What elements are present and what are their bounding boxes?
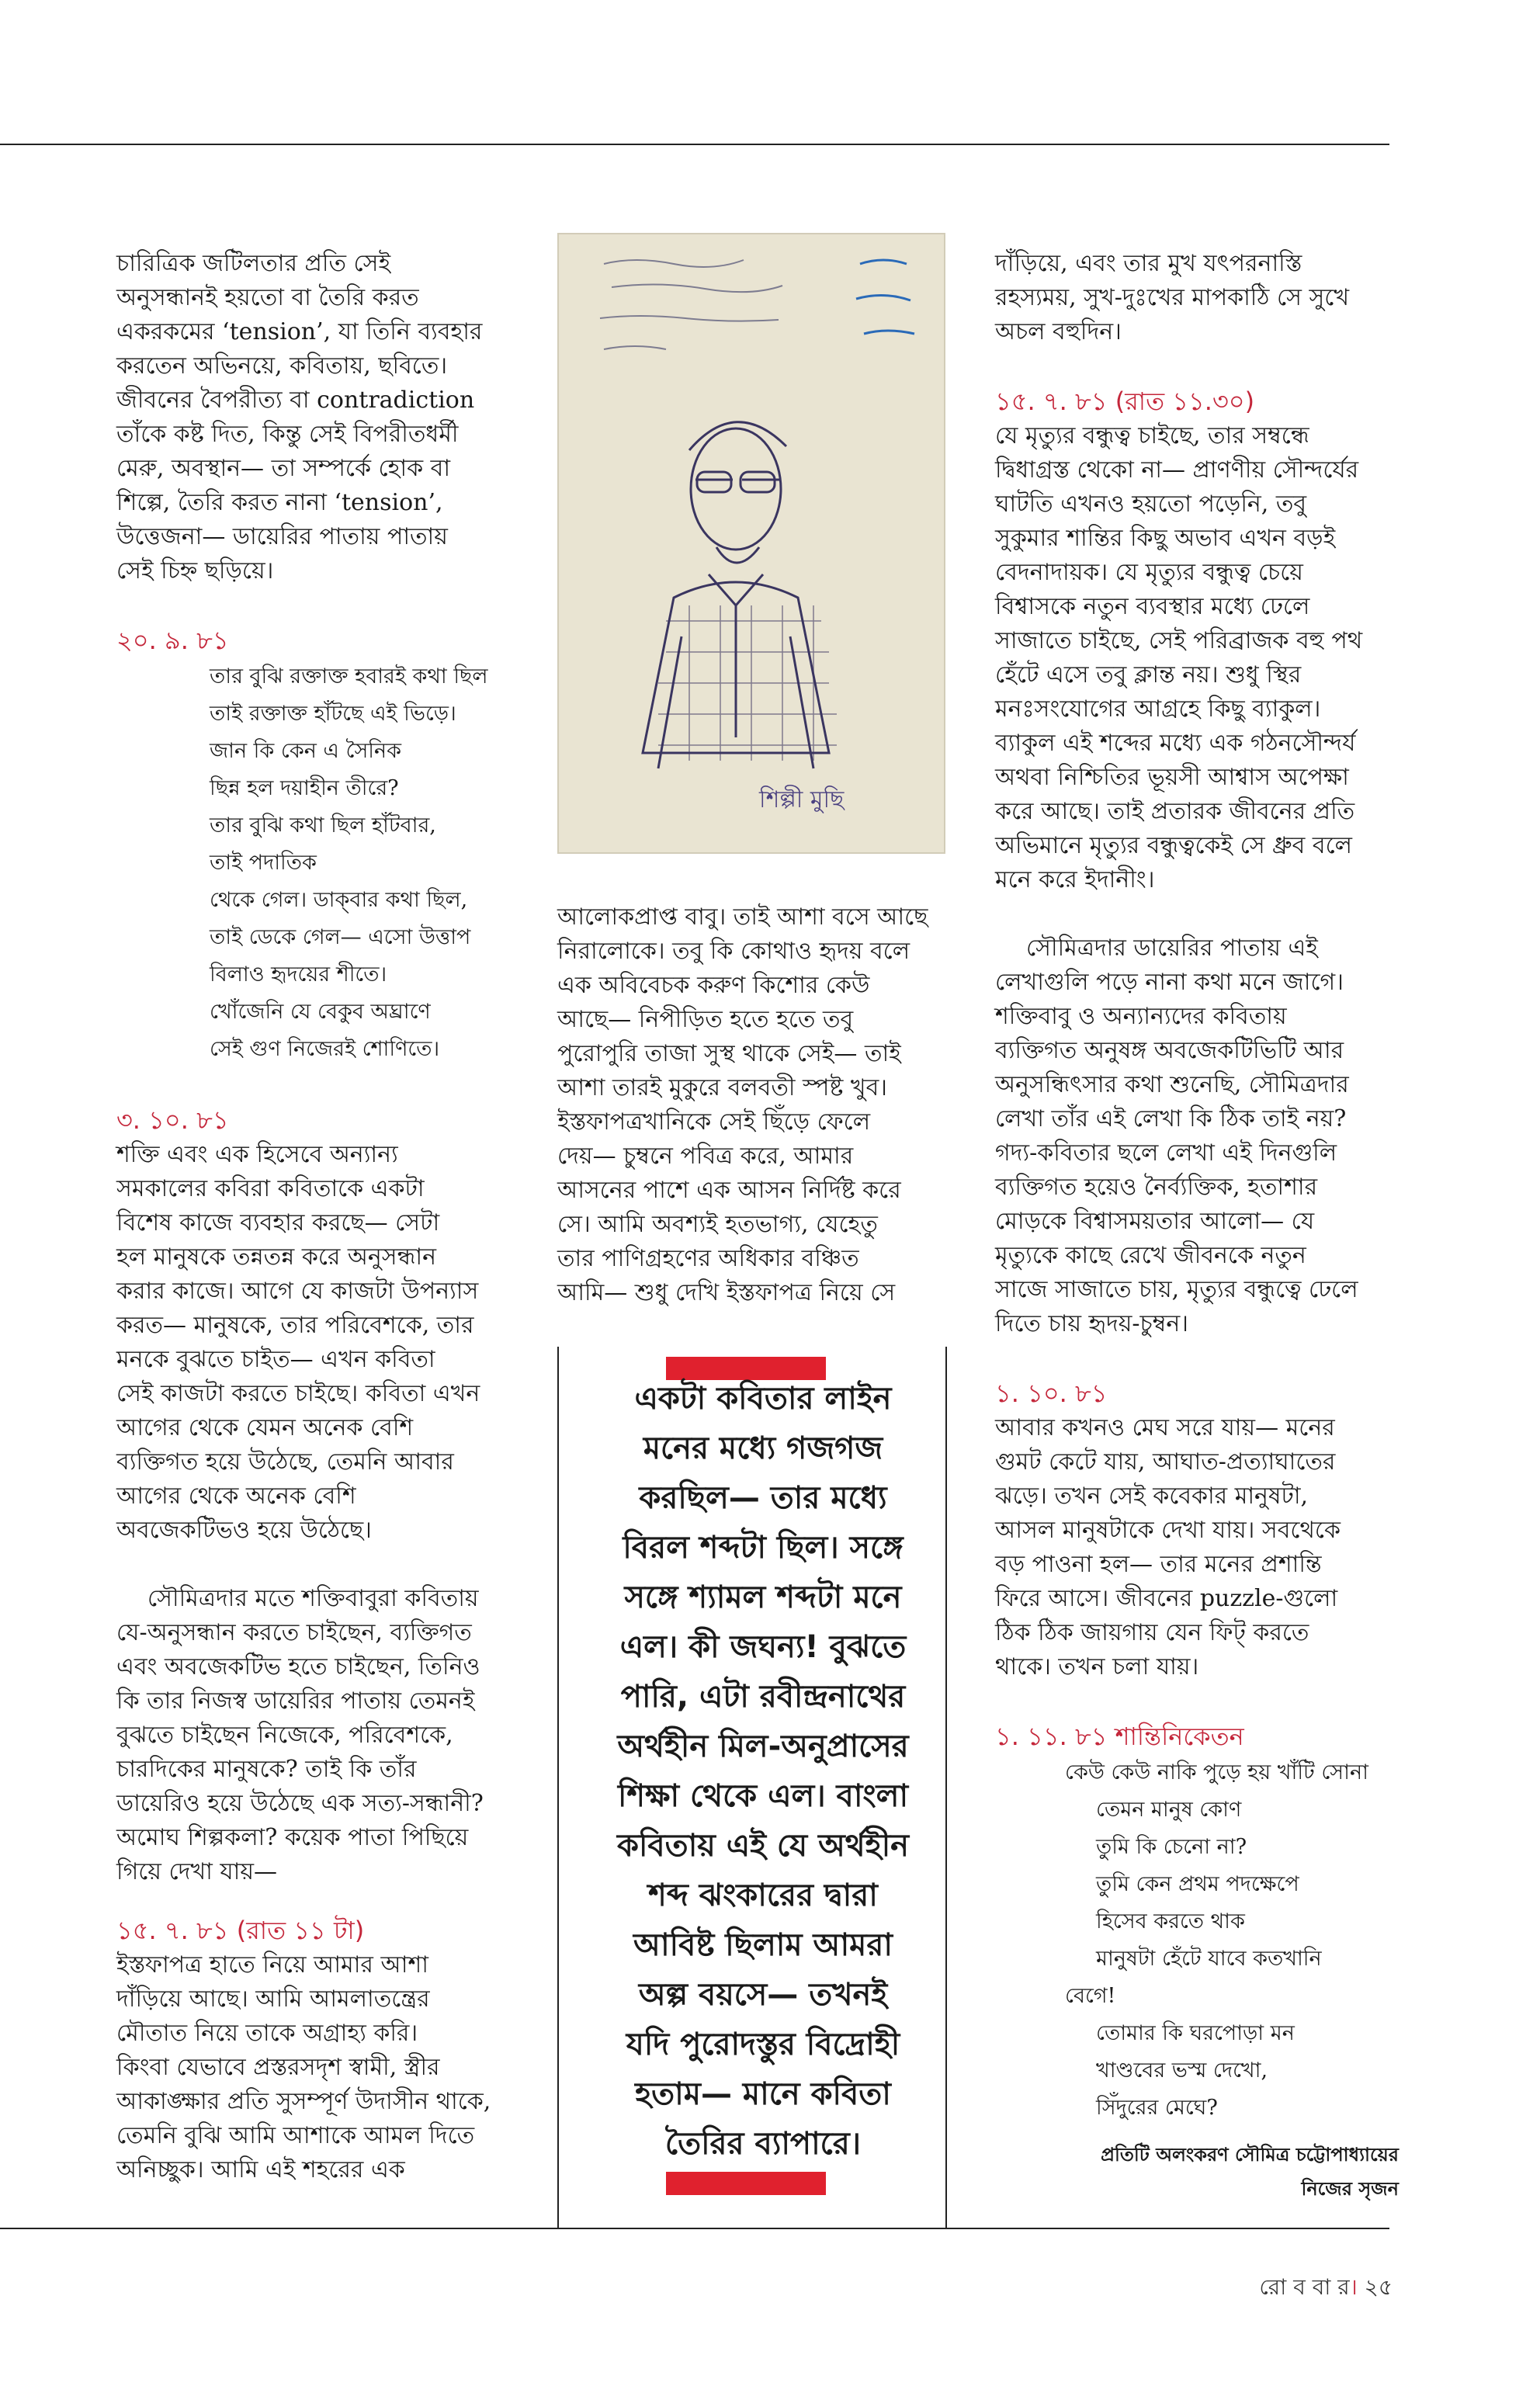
text-line: মোড়কে বিশ্বাসময়তার আলো— যে <box>995 1208 1315 1235</box>
paragraph-4 <box>116 1948 520 2187</box>
text-line: আকাঙ্ক্ষার প্রতি সুসম্পূর্ণ উদাসীন থাকে, <box>116 2088 491 2115</box>
text-line: অচল বহুদিন। <box>995 318 1122 345</box>
text-line: আলোকপ্রাপ্ত বাবু। তাই আশা বসে আছে <box>557 903 928 931</box>
text-line: চারিত্রিক জটিলতার প্রতি সেই <box>116 250 391 277</box>
paragraph-1 <box>995 247 1399 349</box>
text-line: করছিল— তার মধ্যে <box>639 1480 887 1516</box>
text-line: গুমট কেটে যায়, আঘাত-প্রত্যাঘাতের <box>995 1448 1336 1476</box>
text-line: অল্প বয়সে— তখনই <box>638 1977 888 2013</box>
date-heading: ১৫. ৭. ৮১ (রাত ১১ টা) <box>116 1916 365 1945</box>
text-line: ব্যক্তিগত হয়েও নৈর্ব্যক্তিক, হতাশার <box>995 1174 1318 1201</box>
text-line: তার বুঝি কথা ছিল হাঁটবার, <box>210 813 436 838</box>
text-line: একরকমের ‘tension’, যা তিনি ব্যবহার <box>116 318 483 345</box>
text-line: ঝড়ে। তখন সেই কবেকার মানুষটা, <box>995 1483 1309 1510</box>
text-line: কবিতায় এই যে অর্থহীন <box>616 1828 910 1864</box>
text-line: বিশেষ কাজে ব্যবহার করছে— সেটা <box>116 1209 440 1236</box>
text-line: আসনের পাশে এক আসন নির্দিষ্ট করে <box>557 1177 901 1204</box>
text-line: যে-অনুসন্ধান করতে চাইছেন, ব্যক্তিগত <box>116 1619 472 1646</box>
date-heading: ১৫. ৭. ৮১ (রাত ১১.৩০) <box>995 387 1255 416</box>
text-line: বুঝতে চাইছেন নিজেকে, পরিবেশকে, <box>116 1722 453 1749</box>
text-line: এল। কী জঘন্য! বুঝতে <box>619 1629 907 1665</box>
page-folio <box>1259 2270 1393 2307</box>
text-line: অথবা নিশ্চিতির ভূয়সী আশ্বাস অপেক্ষা <box>995 764 1349 791</box>
date-heading: ৩. ১০. ৮১ <box>116 1105 229 1135</box>
text-line: সাজাতে চাইছে, সেই পরিব্রাজক বহু পথ <box>995 627 1363 654</box>
text-line: তেমন মানুষ কোণ <box>1096 1798 1242 1822</box>
text-line: প্রতিটি অলংকরণ সৌমিত্র চট্টোপাধ্যায়ের <box>1101 2144 1399 2166</box>
magazine-name: রো ব বা র <box>1259 2274 1350 2300</box>
text-line: নিজের সৃজন <box>1301 2178 1399 2200</box>
paragraph-1 <box>116 247 520 588</box>
text-line: মৌতাত নিয়ে তাকে অগ্রাহ্য করি। <box>116 2020 418 2047</box>
poem-1 <box>116 658 520 1068</box>
text-line: অনুসন্ধিৎসার কথা শুনেছি, সৌমিত্রদার <box>995 1071 1349 1098</box>
text-line: মনকে বুঝতে চাইত— এখন কবিতা <box>116 1346 435 1373</box>
text-line: বিরল শব্দটা ছিল। সঙ্গে <box>623 1530 904 1566</box>
text-line: চারদিকের মানুষকে? তাই কি তাঁর <box>116 1756 417 1783</box>
text-line: আছে— নিপীড়িত হতে হতে তবু <box>557 1006 854 1033</box>
text-line: থাকে। তখন চলা যায়। <box>995 1653 1199 1680</box>
text-line: হিসেব করতে থাক <box>1096 1909 1245 1933</box>
text-line: দ্বিধাগ্রস্ত থেকো না— প্রাণণীয় সৌন্দর্যের <box>995 456 1359 484</box>
text-line: মনের মধ্যে গজগজ <box>643 1431 883 1466</box>
text-line: আসল মানুষটাকে দেখা যায়। সবথেকে <box>995 1517 1341 1544</box>
poem-1 <box>995 1754 1399 2127</box>
text-line: তুমি কেন প্রথম পদক্ষেপে <box>1096 1872 1299 1896</box>
text-line: সেই গুণ নিজেরই শোণিতে। <box>210 1037 440 1061</box>
text-line: সৌমিত্রদার মতে শক্তিবাবুরা কবিতায় <box>147 1585 479 1612</box>
text-line: আমি— শুধু দেখি ইস্তফাপত্র নিয়ে সে <box>557 1279 896 1306</box>
text-line: খোঁজেনি যে বেকুব অঘ্রাণে <box>210 1000 431 1024</box>
paragraph-3 <box>116 1582 520 1889</box>
text-line: লেখাগুলি পড়ে নানা কথা মনে জাগে। <box>995 969 1344 996</box>
text-line: যে মৃত্যুর বন্ধুত্ব চাইছে, তার সম্বন্ধে <box>995 422 1309 449</box>
text-line: সাজে সাজাতে চায়, মৃত্যুর বন্ধুত্বে ঢেলে <box>995 1276 1358 1303</box>
paragraph-4 <box>995 1411 1399 1684</box>
text-line: ব্যাকুল এই শব্দের মধ্যে এক গঠনসৌন্দর্য <box>995 730 1356 757</box>
text-line: এবং অবজেকটিভ হতে চাইছেন, তিনিও <box>116 1653 480 1680</box>
text-line: অবজেকটিভও হয়ে উঠেছে। <box>116 1517 372 1544</box>
text-line: মৃত্যুকে কাছে রেখে জীবনকে নতুন <box>995 1242 1306 1269</box>
text-line: তেমনি বুঝি আমি আশাকে আমল দিতে <box>116 2122 475 2149</box>
pullquote <box>581 1374 945 2169</box>
page-number: ২৫ <box>1364 2274 1393 2300</box>
text-line: উত্তেজনা— ডায়েরির পাতায় পাতায় <box>116 523 448 550</box>
text-line: শব্দ ঝংকারের দ্বারা <box>648 1878 878 1913</box>
bottom-rule <box>0 2228 1389 2229</box>
text-line: দিতে চায় হৃদয়-চুম্বন। <box>995 1310 1189 1337</box>
text-line: জীবনের বৈপরীত্য বা contradiction <box>116 387 475 414</box>
text-line: বেগে! <box>1065 1984 1116 2008</box>
text-line: সুকুমার শান্তির কিছু অভাব এখন বড়ই <box>995 525 1336 552</box>
text-line: ছিন্ন হল দয়াহীন তীরে? <box>210 776 399 800</box>
text-line: রহস্যময়, সুখ-দুঃখের মাপকাঠি সে সুখে <box>995 284 1350 311</box>
text-line: তৈরির ব্যাপারে। <box>664 2126 862 2162</box>
text-line: পুরোপুরি তাজা সুস্থ থাকে সেই— তাই <box>557 1040 901 1067</box>
text-line: মানুষটা হেঁটে যাবে কতখানি <box>1096 1947 1322 1971</box>
text-line: অনুসন্ধানই হয়তো বা তৈরি করত <box>116 284 419 311</box>
column-3 <box>995 247 1399 2206</box>
sketch-illustration <box>557 233 945 854</box>
text-line: করতেন অভিনয়ে, কবিতায়, ছবিতে। <box>116 352 448 380</box>
text-line: দাঁড়িয়ে আছে। আমি আমলাতন্ত্রের <box>116 1985 430 2013</box>
text-line: কিংবা যেভাবে প্রস্তরসদৃশ স্বামী, স্ত্রীর <box>116 2054 440 2081</box>
text-line: একটা কবিতার লাইন <box>634 1381 892 1417</box>
text-line: তুমি কি চেনো না? <box>1096 1835 1247 1859</box>
text-line: অমোঘ শিল্পকলা? কয়েক পাতা পিছিয়ে <box>116 1824 469 1851</box>
text-line: নিরালোকে। তবু কি কোথাও হৃদয় বলে <box>557 938 910 965</box>
text-line: তার বুঝি রক্তাক্ত হবারই কথা ছিল <box>210 664 488 688</box>
text-line: শক্তি এবং এক হিসেবে অন্যান্য <box>116 1141 398 1168</box>
text-line: শক্তিবাবু ও অন্যান্যদের কবিতায় <box>995 1003 1287 1030</box>
text-line: ব্যক্তিগত হয়ে উঠেছে, তেমনি আবার <box>116 1448 454 1476</box>
text-line: ইস্তফাপত্র হাতে নিয়ে আমার আশা <box>116 1951 428 1979</box>
text-line: আবার কখনও মেঘ সরে যায়— মনের <box>995 1414 1335 1441</box>
text-line: খাণ্ডবের ভস্ম দেখো, <box>1096 2058 1268 2083</box>
text-line: থেকে গেল। ডাক্‌বার কথা ছিল, <box>210 888 468 912</box>
text-line: করত— মানুষকে, তার পরিবেশকে, তার <box>116 1312 474 1339</box>
text-line: গিয়ে দেখা যায়— <box>116 1858 278 1885</box>
text-line: সিঁদুরের মেঘে? <box>1096 2096 1218 2120</box>
text-line: কি তার নিজস্ব ডায়েরির পাতায় তেমনই <box>116 1687 475 1715</box>
text-line: হেঁটে এসে তবু ক্লান্ত নয়। শুধু স্থির <box>995 661 1302 688</box>
pullquote-bottom-bar <box>666 2172 826 2195</box>
text-line: শিল্পে, তৈরি করত নানা ‘tension’, <box>116 489 443 516</box>
text-line: হতাম— মানে কবিতা <box>635 2076 891 2112</box>
text-line: আবিষ্ট ছিলাম আমরা <box>633 1927 893 1963</box>
text-line: অভিমানে মৃত্যুর বন্ধুত্বকেই সে ধ্রুব বলে <box>995 832 1352 859</box>
date-heading: ২০. ৯. ৮১ <box>116 626 229 655</box>
text-line: শিক্ষা থেকে এল। বাংলা <box>617 1778 909 1814</box>
text-line: আশা তারই মুকুরে বলবতী স্পষ্ট খুব। <box>557 1074 888 1101</box>
text-line: এক অবিবেচক করুণ কিশোর কেউ <box>557 972 870 999</box>
text-line: তাই ডেকে গেল— এসো উত্তাপ <box>210 925 471 949</box>
text-line: ঘাটতি এখনও হয়তো পড়েনি, তবু <box>995 491 1307 518</box>
date-heading: ১. ১০. ৮১ <box>995 1379 1108 1408</box>
text-line: তোমার কি ঘরপোড়া মন <box>1096 2021 1295 2045</box>
paragraph-2 <box>116 1138 520 1548</box>
text-line: সৌমিত্রদার ডায়েরির পাতায় এই <box>1026 935 1318 962</box>
text-line: সেই চিহ্ন ছড়িয়ে। <box>116 557 274 584</box>
text-line: দাঁড়িয়ে, এবং তার মুখ যৎপরনাস্তি <box>995 250 1302 277</box>
text-line: কেউ কেউ নাকি পুড়ে হয় খাঁটি সোনা <box>1065 1760 1368 1784</box>
text-line: জান কি কেন এ সৈনিক <box>210 739 402 763</box>
folio-separator: । <box>1349 2274 1358 2300</box>
column-1 <box>116 247 520 2187</box>
text-line: করে আছে। তাই প্রতারক জীবনের প্রতি <box>995 798 1355 825</box>
text-line: ডায়েরিও হয়ে উঠেছে এক সত্য-সন্ধানী? <box>116 1790 484 1817</box>
text-line: সঙ্গে শ্যামল শব্দটা মনে <box>624 1580 902 1615</box>
sketch-signature: শিল্পী মুছি <box>759 786 845 813</box>
paragraph-1 <box>557 900 945 1310</box>
text-line: মনে করে ইদানীং। <box>995 866 1155 893</box>
paragraph-3 <box>995 931 1399 1341</box>
text-line: আগের থেকে যেমন অনেক বেশি <box>116 1414 414 1441</box>
text-line: গদ্য-কবিতার ছলে লেখা এই দিনগুলি <box>995 1139 1337 1167</box>
text-line: যদি পুরোদস্তুর বিদ্রোহী <box>626 2027 900 2062</box>
text-line: অনিচ্ছুক। আমি এই শহরের এক <box>116 2156 405 2183</box>
illustration-credit <box>995 2138 1399 2206</box>
text-line: তাঁকে কষ্ট দিত, কিন্তু সেই বিপরীতধর্মী <box>116 421 459 448</box>
text-line: তাই পদাতিক <box>210 851 317 875</box>
text-line: সেই কাজটা করতে চাইছে। কবিতা এখন <box>116 1380 480 1407</box>
pullquote-left-rule <box>557 1347 559 2228</box>
text-line: ইস্তফাপত্রখানিকে সেই ছিঁড়ে ফেলে <box>557 1108 871 1136</box>
text-line: হল মানুষকে তন্নতন্ন করে অনুসন্ধান <box>116 1243 436 1271</box>
text-line: তাই রক্তাক্ত হাঁটছে এই ভিড়ে। <box>210 702 456 726</box>
text-line: তার পাণিগ্রহণের অধিকার বঞ্চিত <box>557 1245 859 1272</box>
text-line: সমকালের কবিরা কবিতাকে একটা <box>116 1175 425 1202</box>
paragraph-2 <box>995 419 1399 897</box>
text-line: দেয়— চুম্বনে পবিত্র করে, আমার <box>557 1143 854 1170</box>
top-rule <box>0 144 1389 145</box>
text-line: মেরু, অবস্থান— তা সম্পর্কে হোক বা <box>116 455 451 482</box>
text-line: ফিরে আসে। জীবনের puzzle-গুলো <box>995 1585 1338 1612</box>
text-line: বড় পাওনা হল— তার মনের প্রশান্তি <box>995 1551 1322 1578</box>
text-line: আগের থেকে অনেক বেশি <box>116 1483 356 1510</box>
text-line: বিশ্বাসকে নতুন ব্যবস্থার মধ্যে ঢেলে <box>995 593 1310 620</box>
text-line: বেদনাদায়ক। যে মৃত্যুর বন্ধুত্ব চেয়ে <box>995 559 1303 586</box>
pullquote-right-rule <box>945 1347 947 2228</box>
text-line: ব্যক্তিগত অনুষঙ্গ অবজেকটিভিটি আর <box>995 1037 1344 1064</box>
text-line: লেখা তাঁর এই লেখা কি ঠিক তাই নয়? <box>995 1105 1347 1132</box>
column-2 <box>557 900 945 1310</box>
text-line: অর্থহীন মিল-অনুপ্রাসের <box>617 1729 909 1764</box>
text-line: বিলাও হৃদয়ের শীতে। <box>210 962 387 987</box>
text-line: পারি, এটা রবীন্দ্রনাথের <box>620 1679 906 1715</box>
text-line: করার কাজে। আগে যে কাজটা উপন্যাস <box>116 1278 479 1305</box>
date-heading: ১. ১১. ৮১ শান্তিনিকেতন <box>995 1722 1244 1751</box>
text-line: ঠিক ঠিক জায়গায় যেন ফিট্ করতে <box>995 1619 1309 1646</box>
text-line: মনঃসংযোগের আগ্রহে কিছু ব্যাকুল। <box>995 695 1321 723</box>
text-line: সে। আমি অবশ্যই হতভাগ্য, যেহেতু <box>557 1211 878 1238</box>
